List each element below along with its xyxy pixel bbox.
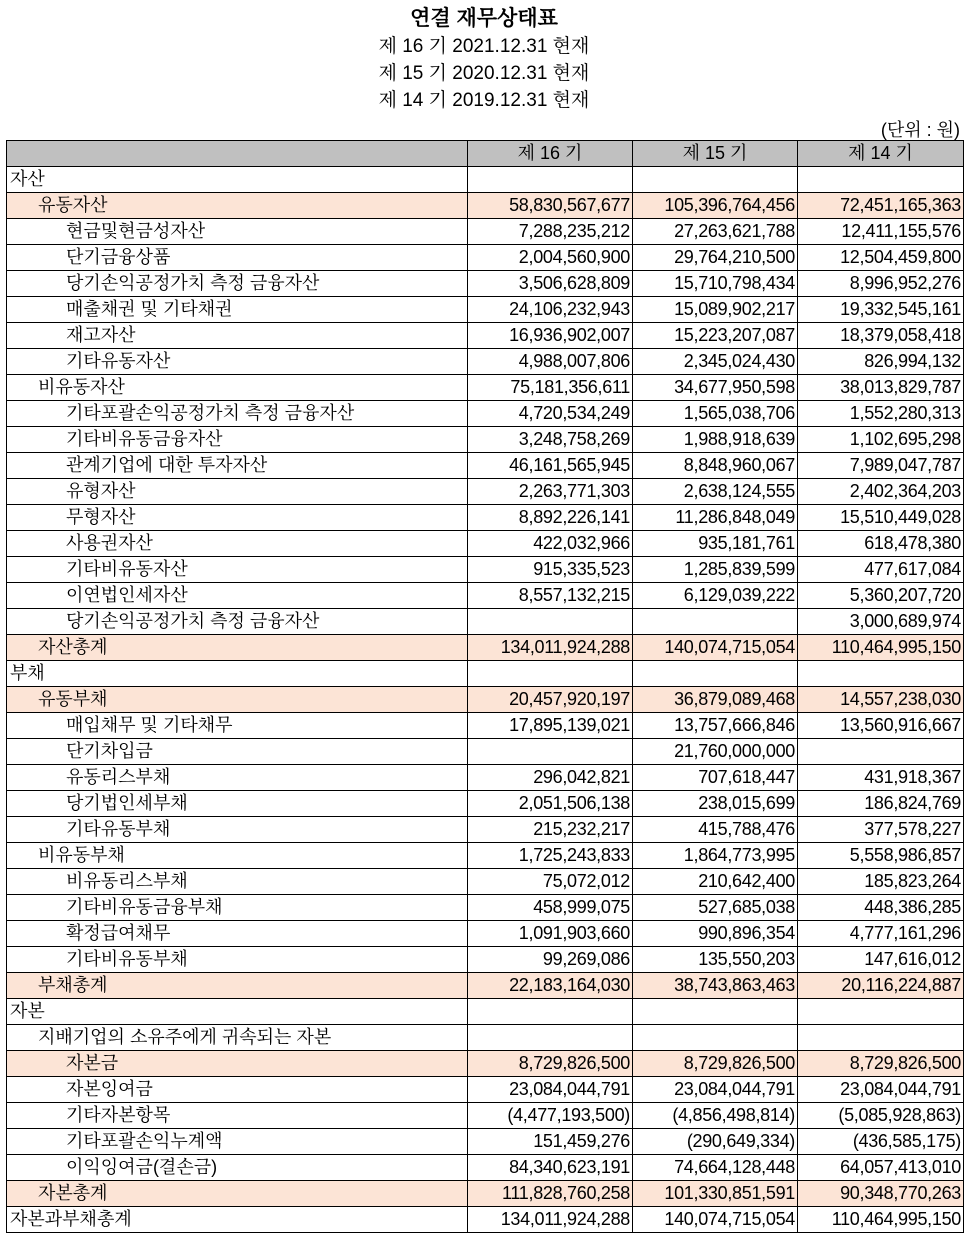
table-row	[7, 323, 964, 349]
table-row	[7, 1077, 964, 1103]
row-value: 22,183,164,030	[468, 973, 633, 999]
row-value: 210,642,400	[633, 869, 798, 895]
row-value: 707,618,447	[633, 765, 798, 791]
header-period-16: 제 16 기	[468, 141, 633, 167]
row-value: 1,091,903,660	[468, 921, 633, 947]
table-row	[7, 349, 964, 375]
row-value: 8,892,226,141	[468, 505, 633, 531]
table-row	[7, 583, 964, 609]
header-label	[7, 141, 468, 167]
table-row	[7, 1207, 964, 1233]
row-label: 관계기업에 대한 투자자산	[7, 453, 468, 479]
table-row	[7, 895, 964, 921]
row-value: 20,116,224,887	[798, 973, 964, 999]
row-value: 1,552,280,313	[798, 401, 964, 427]
row-value	[468, 1025, 633, 1051]
row-value: 377,578,227	[798, 817, 964, 843]
row-label: 부채	[7, 661, 468, 687]
row-label: 기타포괄손익공정가치 측정 금융자산	[7, 401, 468, 427]
row-value: 24,106,232,943	[468, 297, 633, 323]
row-value: 1,988,918,639	[633, 427, 798, 453]
row-value: 185,823,264	[798, 869, 964, 895]
table-row	[7, 401, 964, 427]
row-value	[798, 661, 964, 687]
row-value: 140,074,715,054	[633, 1207, 798, 1233]
row-value: 38,013,829,787	[798, 375, 964, 401]
row-value: 13,757,666,846	[633, 713, 798, 739]
table-row	[7, 999, 964, 1025]
row-value: 75,181,356,611	[468, 375, 633, 401]
row-value: 5,360,207,720	[798, 583, 964, 609]
row-value: 134,011,924,288	[468, 1207, 633, 1233]
row-value: 527,685,038	[633, 895, 798, 921]
row-label: 단기차입금	[7, 739, 468, 765]
header-period-14: 제 14 기	[798, 141, 964, 167]
row-value: 110,464,995,150	[798, 635, 964, 661]
row-value: 34,677,950,598	[633, 375, 798, 401]
row-value: 21,760,000,000	[633, 739, 798, 765]
table-row	[7, 947, 964, 973]
row-value: 431,918,367	[798, 765, 964, 791]
row-label: 무형자산	[7, 505, 468, 531]
row-value: 186,824,769	[798, 791, 964, 817]
table-row	[7, 973, 964, 999]
table-row	[7, 531, 964, 557]
row-value: 84,340,623,191	[468, 1155, 633, 1181]
row-label: 이연법인세자산	[7, 583, 468, 609]
row-value: 935,181,761	[633, 531, 798, 557]
row-label: 자산총계	[7, 635, 468, 661]
row-value	[633, 661, 798, 687]
row-value: 15,510,449,028	[798, 505, 964, 531]
row-value	[798, 739, 964, 765]
row-value: 1,102,695,298	[798, 427, 964, 453]
row-value: 1,565,038,706	[633, 401, 798, 427]
row-value: 8,557,132,215	[468, 583, 633, 609]
table-row	[7, 557, 964, 583]
row-label: 비유동자산	[7, 375, 468, 401]
table-row	[7, 609, 964, 635]
balance-sheet-table	[6, 140, 964, 1233]
row-label: 유동자산	[7, 193, 468, 219]
row-value: 2,263,771,303	[468, 479, 633, 505]
row-value: 448,386,285	[798, 895, 964, 921]
row-value: 2,004,560,900	[468, 245, 633, 271]
row-label: 당기법인세부채	[7, 791, 468, 817]
row-value: 296,042,821	[468, 765, 633, 791]
row-value	[798, 999, 964, 1025]
row-value: 8,729,826,500	[468, 1051, 633, 1077]
row-label: 기타비유동금융부채	[7, 895, 468, 921]
row-label: 기타비유동금융자산	[7, 427, 468, 453]
row-value: 238,015,699	[633, 791, 798, 817]
row-value: 3,506,628,809	[468, 271, 633, 297]
table-row	[7, 817, 964, 843]
row-value: 13,560,916,667	[798, 713, 964, 739]
row-value: 458,999,075	[468, 895, 633, 921]
row-value: 140,074,715,054	[633, 635, 798, 661]
row-value: 36,879,089,468	[633, 687, 798, 713]
row-value: 151,459,276	[468, 1129, 633, 1155]
row-value	[468, 609, 633, 635]
table-row	[7, 921, 964, 947]
row-label: 기타자본항목	[7, 1103, 468, 1129]
row-value: 6,129,039,222	[633, 583, 798, 609]
row-label: 기타비유동부채	[7, 947, 468, 973]
table-row	[7, 661, 964, 687]
row-label: 기타비유동자산	[7, 557, 468, 583]
row-value: 826,994,132	[798, 349, 964, 375]
row-value	[633, 167, 798, 193]
table-row	[7, 375, 964, 401]
row-value: 75,072,012	[468, 869, 633, 895]
row-value: 618,478,380	[798, 531, 964, 557]
row-value: 990,896,354	[633, 921, 798, 947]
header-row	[7, 141, 964, 167]
row-value: 12,504,459,800	[798, 245, 964, 271]
row-label: 자본과부채총계	[7, 1207, 468, 1233]
row-value: 12,411,155,576	[798, 219, 964, 245]
row-label: 자본총계	[7, 1181, 468, 1207]
row-value	[798, 1025, 964, 1051]
row-label: 부채총계	[7, 973, 468, 999]
row-label: 기타유동자산	[7, 349, 468, 375]
row-value: 74,664,128,448	[633, 1155, 798, 1181]
table-row	[7, 271, 964, 297]
row-value: 2,402,364,203	[798, 479, 964, 505]
row-value	[633, 609, 798, 635]
row-value: 101,330,851,591	[633, 1181, 798, 1207]
table-row	[7, 1103, 964, 1129]
row-value: 2,638,124,555	[633, 479, 798, 505]
row-value: 2,345,024,430	[633, 349, 798, 375]
table-row	[7, 765, 964, 791]
row-value	[468, 739, 633, 765]
row-value: 4,777,161,296	[798, 921, 964, 947]
table-row	[7, 479, 964, 505]
row-value: 1,285,839,599	[633, 557, 798, 583]
row-value: 2,051,506,138	[468, 791, 633, 817]
row-label: 자본금	[7, 1051, 468, 1077]
row-value: 1,725,243,833	[468, 843, 633, 869]
row-value: 15,223,207,087	[633, 323, 798, 349]
row-value: 19,332,545,161	[798, 297, 964, 323]
row-value: (5,085,928,863)	[798, 1103, 964, 1129]
table-row	[7, 219, 964, 245]
row-value: 58,830,567,677	[468, 193, 633, 219]
table-row	[7, 869, 964, 895]
row-value	[468, 167, 633, 193]
row-value: 3,248,758,269	[468, 427, 633, 453]
row-value: 90,348,770,263	[798, 1181, 964, 1207]
row-label: 유동부채	[7, 687, 468, 713]
row-label: 비유동리스부채	[7, 869, 468, 895]
row-value: 415,788,476	[633, 817, 798, 843]
row-label: 기타포괄손익누계액	[7, 1129, 468, 1155]
table-row	[7, 453, 964, 479]
unit-label: (단위 : 원)	[880, 120, 960, 140]
period-14: 제 14 기 2019.12.31 현재	[378, 90, 590, 111]
table-row	[7, 297, 964, 323]
row-label: 이익잉여금(결손금)	[7, 1155, 468, 1181]
row-value: 8,996,952,276	[798, 271, 964, 297]
row-value: (436,585,175)	[798, 1129, 964, 1155]
period-16: 제 16 기 2021.12.31 현재	[378, 36, 590, 57]
row-label: 사용권자산	[7, 531, 468, 557]
period-15: 제 15 기 2020.12.31 현재	[378, 63, 590, 84]
table-row	[7, 713, 964, 739]
table-row	[7, 791, 964, 817]
row-value: 23,084,044,791	[633, 1077, 798, 1103]
row-label: 재고자산	[7, 323, 468, 349]
statement-title: 연결 재무상태표	[410, 7, 558, 30]
row-value	[468, 999, 633, 1025]
row-value: 23,084,044,791	[798, 1077, 964, 1103]
row-label: 매입채무 및 기타채무	[7, 713, 468, 739]
table-row	[7, 687, 964, 713]
table-row	[7, 1129, 964, 1155]
row-value: 17,895,139,021	[468, 713, 633, 739]
row-label: 자본	[7, 999, 468, 1025]
table-row	[7, 167, 964, 193]
row-label: 기타유동부채	[7, 817, 468, 843]
row-value: 3,000,689,974	[798, 609, 964, 635]
table-row	[7, 505, 964, 531]
row-value: 46,161,565,945	[468, 453, 633, 479]
row-label: 비유동부채	[7, 843, 468, 869]
row-label: 자산	[7, 167, 468, 193]
row-value: 14,557,238,030	[798, 687, 964, 713]
table-row	[7, 245, 964, 271]
row-value: 38,743,863,463	[633, 973, 798, 999]
row-value: 111,828,760,258	[468, 1181, 633, 1207]
row-value: 134,011,924,288	[468, 635, 633, 661]
row-label: 유형자산	[7, 479, 468, 505]
table-row	[7, 739, 964, 765]
row-value: 1,864,773,995	[633, 843, 798, 869]
row-label: 매출채권 및 기타채권	[7, 297, 468, 323]
row-value: 5,558,986,857	[798, 843, 964, 869]
row-value: 105,396,764,456	[633, 193, 798, 219]
row-value: (290,649,334)	[633, 1129, 798, 1155]
row-value: 15,089,902,217	[633, 297, 798, 323]
row-value: 18,379,058,418	[798, 323, 964, 349]
table-row	[7, 1025, 964, 1051]
row-label: 유동리스부채	[7, 765, 468, 791]
table-row	[7, 1051, 964, 1077]
row-value: 64,057,413,010	[798, 1155, 964, 1181]
row-value: (4,856,498,814)	[633, 1103, 798, 1129]
row-value: 215,232,217	[468, 817, 633, 843]
row-label: 현금및현금성자산	[7, 219, 468, 245]
row-value: 11,286,848,049	[633, 505, 798, 531]
row-label: 지배기업의 소유주에게 귀속되는 자본	[7, 1025, 468, 1051]
row-value: 99,269,086	[468, 947, 633, 973]
row-label: 확정급여채무	[7, 921, 468, 947]
row-value: 915,335,523	[468, 557, 633, 583]
header-period-15: 제 15 기	[633, 141, 798, 167]
row-value: 20,457,920,197	[468, 687, 633, 713]
table-row	[7, 1155, 964, 1181]
row-label: 자본잉여금	[7, 1077, 468, 1103]
row-value: 27,263,621,788	[633, 219, 798, 245]
table-row	[7, 193, 964, 219]
row-label: 당기손익공정가치 측정 금융자산	[7, 271, 468, 297]
row-value: 135,550,203	[633, 947, 798, 973]
row-value: 15,710,798,434	[633, 271, 798, 297]
row-value: 7,989,047,787	[798, 453, 964, 479]
row-value: 110,464,995,150	[798, 1207, 964, 1233]
row-value: 4,988,007,806	[468, 349, 633, 375]
row-value: 4,720,534,249	[468, 401, 633, 427]
row-value	[633, 1025, 798, 1051]
table-row	[7, 1181, 964, 1207]
row-value: 7,288,235,212	[468, 219, 633, 245]
row-value: 8,848,960,067	[633, 453, 798, 479]
row-value: 8,729,826,500	[633, 1051, 798, 1077]
row-label: 당기손익공정가치 측정 금융자산	[7, 609, 468, 635]
row-value: 29,764,210,500	[633, 245, 798, 271]
table-row	[7, 635, 964, 661]
row-value: (4,477,193,500)	[468, 1103, 633, 1129]
row-value	[798, 167, 964, 193]
row-label: 단기금융상품	[7, 245, 468, 271]
table-row	[7, 427, 964, 453]
row-value: 147,616,012	[798, 947, 964, 973]
row-value: 23,084,044,791	[468, 1077, 633, 1103]
row-value: 16,936,902,007	[468, 323, 633, 349]
table-row	[7, 843, 964, 869]
row-value: 477,617,084	[798, 557, 964, 583]
row-value: 422,032,966	[468, 531, 633, 557]
row-value	[633, 999, 798, 1025]
row-value: 72,451,165,363	[798, 193, 964, 219]
row-value: 8,729,826,500	[798, 1051, 964, 1077]
row-value	[468, 661, 633, 687]
